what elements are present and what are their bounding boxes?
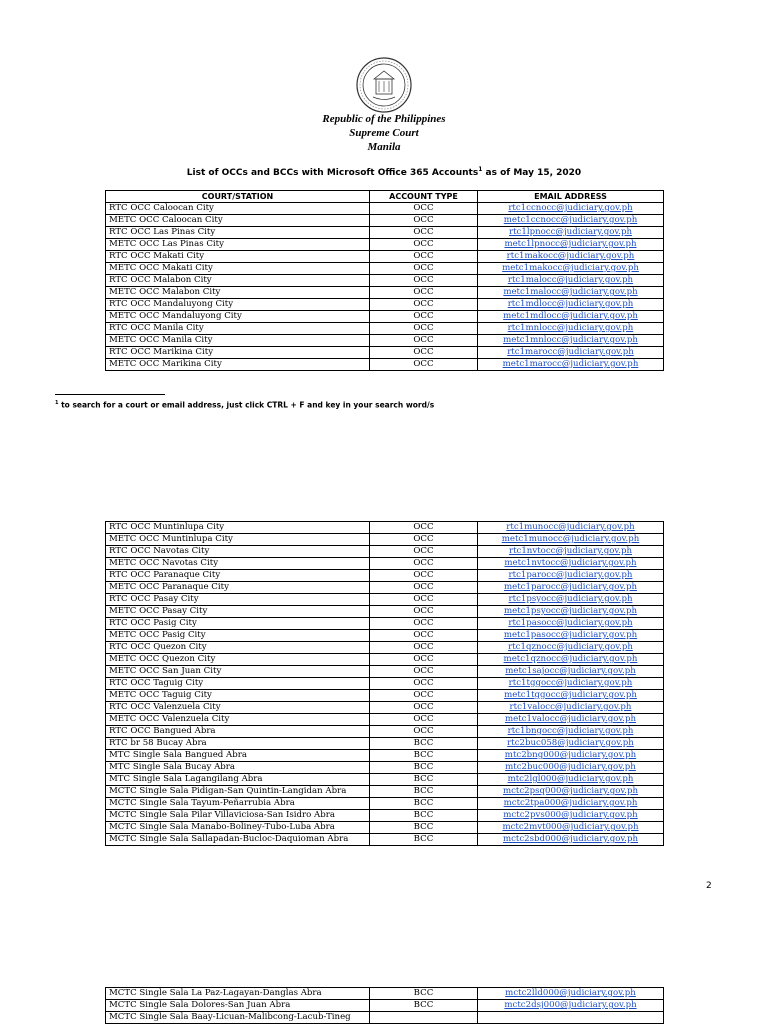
email-address-link[interactable]: metc1sajocc@judiciary.gov.ph [478, 666, 664, 678]
account-type-cell: OCC [370, 263, 478, 275]
email-address-link[interactable]: mctc2dsj000@judiciary.gov.ph [478, 1000, 664, 1012]
court-station-cell: RTC OCC Manila City [106, 323, 370, 335]
court-station-cell: METC OCC Las Pinas City [106, 239, 370, 251]
email-address-link[interactable]: mctc2tpa000@judiciary.gov.ph [478, 798, 664, 810]
email-address-link[interactable]: metc1psyocc@judiciary.gov.ph [478, 606, 664, 618]
col-header-email: EMAIL ADDRESS [478, 191, 664, 203]
court-station-cell: MCTC Single Sala Pidigan-San Quintin-Langidan Abra [106, 786, 370, 798]
footnote: $^1$ to search for a court or email address, just click CTRL + F and key in your search word/s [55, 400, 435, 410]
account-type-cell: OCC [370, 714, 478, 726]
court-station-cell: RTC OCC Marikina City [106, 347, 370, 359]
table-row [106, 594, 664, 606]
court-station-cell: RTC OCC Bangued Abra [106, 726, 370, 738]
accounts-table-1 [105, 190, 664, 371]
table-row [106, 834, 664, 846]
table-row [106, 203, 664, 215]
court-station-cell: RTC OCC Taguig City [106, 678, 370, 690]
table-row [106, 570, 664, 582]
table-row [106, 299, 664, 311]
court-station-cell: MTC Single Sala Lagangilang Abra [106, 774, 370, 786]
account-type-cell: BCC [370, 988, 478, 1000]
table-row [106, 750, 664, 762]
table-row [106, 762, 664, 774]
email-address-link[interactable]: metc1parocc@judiciary.gov.ph [478, 582, 664, 594]
court-station-cell: RTC OCC Paranaque City [106, 570, 370, 582]
email-address-link[interactable]: mctc2lld000@judiciary.gov.ph [478, 988, 664, 1000]
account-type-cell: OCC [370, 311, 478, 323]
court-station-cell: METC OCC Paranaque City [106, 582, 370, 594]
table-row [106, 666, 664, 678]
table-row [106, 988, 664, 1000]
table-row [106, 558, 664, 570]
court-station-cell: RTC OCC Caloocan City [106, 203, 370, 215]
account-type-cell: BCC [370, 822, 478, 834]
table-row [106, 359, 664, 371]
email-address-link[interactable]: mctc2mvt000@judiciary.gov.ph [478, 822, 664, 834]
table-row [106, 227, 664, 239]
email-address-link[interactable]: rtc2buc058@judiciary.gov.ph [478, 738, 664, 750]
account-type-cell: OCC [370, 702, 478, 714]
table-row [106, 618, 664, 630]
page-number: 2 [706, 881, 712, 891]
account-type-cell: OCC [370, 654, 478, 666]
table-row [106, 263, 664, 275]
email-address-link[interactable]: metc1mnlocc@judiciary.gov.ph [478, 335, 664, 347]
email-address-link[interactable]: mctc2psq000@judiciary.gov.ph [478, 786, 664, 798]
account-type-cell: OCC [370, 570, 478, 582]
table-row [106, 630, 664, 642]
email-address-link[interactable]: metc1malocc@judiciary.gov.ph [478, 287, 664, 299]
email-address-link[interactable]: metc1tggocc@judiciary.gov.ph [478, 690, 664, 702]
email-address-link[interactable]: metc1mdlocc@judiciary.gov.ph [478, 311, 664, 323]
table-row [106, 678, 664, 690]
email-address-link[interactable]: rtc1psyocc@judiciary.gov.ph [478, 594, 664, 606]
table-row [106, 347, 664, 359]
court-station-cell: RTC OCC Las Pinas City [106, 227, 370, 239]
email-address-link[interactable]: rtc1lpnocc@judiciary.gov.ph [478, 227, 664, 239]
table-row [106, 546, 664, 558]
account-type-cell: BCC [370, 750, 478, 762]
email-address-link[interactable]: metc1marocc@judiciary.gov.ph [478, 359, 664, 371]
accounts-table-2 [105, 521, 664, 846]
table-row [106, 726, 664, 738]
email-address-link[interactable]: rtc1marocc@judiciary.gov.ph [478, 347, 664, 359]
email-address-link[interactable]: metc1lpnocc@judiciary.gov.ph [478, 239, 664, 251]
account-type-cell: OCC [370, 558, 478, 570]
court-station-cell: MTC Single Sala Bangued Abra [106, 750, 370, 762]
court-station-cell: METC OCC Malabon City [106, 287, 370, 299]
account-type-cell: OCC [370, 299, 478, 311]
account-type-cell: BCC [370, 762, 478, 774]
table-row [106, 275, 664, 287]
court-station-cell: MCTC Single Sala Manabo-Boliney-Tubo-Luba Abra [106, 822, 370, 834]
table-row [106, 774, 664, 786]
court-station-cell: MCTC Single Sala Dolores-San Juan Abra [106, 1000, 370, 1012]
court-station-cell: METC OCC Marikina City [106, 359, 370, 371]
table-row [106, 606, 664, 618]
court-station-cell: RTC OCC Makati City [106, 251, 370, 263]
account-type-cell: OCC [370, 606, 478, 618]
account-type-cell: BCC [370, 834, 478, 846]
email-address-link[interactable]: rtc1makocc@judiciary.gov.ph [478, 251, 664, 263]
account-type-cell: BCC [370, 1000, 478, 1012]
account-type-cell: OCC [370, 690, 478, 702]
table-row [106, 522, 664, 534]
col-header-court: COURT/STATION [106, 191, 370, 203]
court-station-cell: METC OCC Manila City [106, 335, 370, 347]
email-address-link[interactable]: mtc2buc000@judiciary.gov.ph [478, 762, 664, 774]
account-type-cell: OCC [370, 251, 478, 263]
court-station-cell: MCTC Single Sala La Paz-Lagayan-Danglas Abra [106, 988, 370, 1000]
court-station-cell: METC OCC Muntinlupa City [106, 534, 370, 546]
account-type-cell: OCC [370, 642, 478, 654]
email-address-link[interactable]: rtc1pasocc@judiciary.gov.ph [478, 618, 664, 630]
account-type-cell: OCC [370, 359, 478, 371]
account-type-cell: OCC [370, 618, 478, 630]
table-row [106, 1000, 664, 1012]
email-address-link[interactable]: metc1qznocc@judiciary.gov.ph [478, 654, 664, 666]
account-type-cell: OCC [370, 726, 478, 738]
account-type-cell: BCC [370, 810, 478, 822]
table-row [106, 311, 664, 323]
accounts-table-3 [105, 987, 664, 1024]
account-type-cell: OCC [370, 678, 478, 690]
table-row [106, 287, 664, 299]
table-header-row [106, 191, 664, 203]
account-type-cell: BCC [370, 798, 478, 810]
email-address-link[interactable]: rtc1mnlocc@judiciary.gov.ph [478, 323, 664, 335]
header-manila: Manila [367, 141, 401, 153]
account-type-cell: BCC [370, 786, 478, 798]
email-address-link[interactable]: metc1pasocc@judiciary.gov.ph [478, 630, 664, 642]
table-row [106, 690, 664, 702]
court-station-cell: MCTC Single Sala Sallapadan-Bucloc-Daquioman Abra [106, 834, 370, 846]
email-address-link[interactable]: rtc1valocc@judiciary.gov.ph [478, 702, 664, 714]
email-address-link[interactable]: rtc1nvtocc@judiciary.gov.ph [478, 546, 664, 558]
account-type-cell [370, 1012, 478, 1024]
court-station-cell: RTC OCC Pasay City [106, 594, 370, 606]
account-type-cell: OCC [370, 215, 478, 227]
table-row [106, 798, 664, 810]
court-station-cell: MTC Single Sala Bucay Abra [106, 762, 370, 774]
court-station-cell: METC OCC Pasig City [106, 630, 370, 642]
email-address-link[interactable]: rtc1malocc@judiciary.gov.ph [478, 275, 664, 287]
account-type-cell: OCC [370, 239, 478, 251]
court-station-cell: METC OCC San Juan City [106, 666, 370, 678]
table-row [106, 323, 664, 335]
account-type-cell: OCC [370, 335, 478, 347]
email-address-link[interactable]: metc1valocc@judiciary.gov.ph [478, 714, 664, 726]
court-station-cell: RTC OCC Valenzuela City [106, 702, 370, 714]
court-station-cell: METC OCC Makati City [106, 263, 370, 275]
header-republic: Republic of the Philippines [322, 113, 446, 125]
court-station-cell: METC OCC Mandaluyong City [106, 311, 370, 323]
court-station-cell: METC OCC Taguig City [106, 690, 370, 702]
court-station-cell: RTC br 58 Bucay Abra [106, 738, 370, 750]
account-type-cell: OCC [370, 522, 478, 534]
account-type-cell: OCC [370, 630, 478, 642]
court-station-cell: RTC OCC Pasig City [106, 618, 370, 630]
account-type-cell: OCC [370, 666, 478, 678]
account-type-cell: OCC [370, 546, 478, 558]
table-row [106, 239, 664, 251]
account-type-cell: OCC [370, 203, 478, 215]
table-row [106, 654, 664, 666]
email-address-link[interactable]: metc1munocc@judiciary.gov.ph [478, 534, 664, 546]
header-supreme-court: Supreme Court [349, 127, 419, 139]
table-row [106, 810, 664, 822]
court-station-cell: MCTC Single Sala Pilar Villaviciosa-San Isidro Abra [106, 810, 370, 822]
table-row [106, 642, 664, 654]
court-station-cell: METC OCC Valenzuela City [106, 714, 370, 726]
email-address-link[interactable]: mtc2lgl000@judiciary.gov.ph [478, 774, 664, 786]
email-address-link[interactable]: metc1ccnocc@judiciary.gov.ph [478, 215, 664, 227]
table-row [106, 714, 664, 726]
email-address-link[interactable]: rtc1qznocc@judiciary.gov.ph [478, 642, 664, 654]
footnote-divider [55, 394, 165, 395]
account-type-cell: OCC [370, 227, 478, 239]
email-address-link[interactable]: rtc1parocc@judiciary.gov.ph [478, 570, 664, 582]
table-row [106, 702, 664, 714]
court-station-cell: MCTC Single Sala Baay-Licuan-Malibcong-Lacub-Tineg [106, 1012, 370, 1024]
account-type-cell: OCC [370, 582, 478, 594]
court-station-cell: RTC OCC Navotas City [106, 546, 370, 558]
court-station-cell: RTC OCC Malabon City [106, 275, 370, 287]
table-row [106, 215, 664, 227]
account-type-cell: BCC [370, 738, 478, 750]
account-type-cell: OCC [370, 534, 478, 546]
table-row [106, 738, 664, 750]
email-address-link[interactable]: metc1nvtocc@judiciary.gov.ph [478, 558, 664, 570]
email-address-link[interactable]: metc1makocc@judiciary.gov.ph [478, 263, 664, 275]
account-type-cell: OCC [370, 287, 478, 299]
account-type-cell: OCC [370, 347, 478, 359]
court-station-cell: RTC OCC Mandaluyong City [106, 299, 370, 311]
table-row [106, 251, 664, 263]
court-station-cell: METC OCC Caloocan City [106, 215, 370, 227]
court-station-cell: METC OCC Quezon City [106, 654, 370, 666]
account-type-cell: OCC [370, 594, 478, 606]
court-station-cell: RTC OCC Quezon City [106, 642, 370, 654]
court-station-cell: METC OCC Navotas City [106, 558, 370, 570]
email-address-link[interactable]: rtc1ccnocc@judiciary.gov.ph [478, 203, 664, 215]
table-row [106, 582, 664, 594]
table-row [106, 534, 664, 546]
email-address-link[interactable]: rtc1bngocc@judiciary.gov.ph [478, 726, 664, 738]
table-row [106, 786, 664, 798]
email-address-link[interactable]: rtc1munocc@judiciary.gov.ph [478, 522, 664, 534]
court-station-cell: METC OCC Pasay City [106, 606, 370, 618]
document-title: List of OCCs and BCCs with Microsoft Office 365 Accounts$^1$ as of May 15, 2020 [186, 166, 582, 178]
email-address-link[interactable]: mctc2pvs000@judiciary.gov.ph [478, 810, 664, 822]
table-row [106, 1012, 664, 1024]
supreme-court-seal-icon [356, 57, 412, 113]
col-header-type: ACCOUNT TYPE [370, 191, 478, 203]
account-type-cell: OCC [370, 275, 478, 287]
email-address-link[interactable] [478, 1012, 664, 1024]
email-address-link[interactable]: rtc1mdlocc@judiciary.gov.ph [478, 299, 664, 311]
email-address-link[interactable]: mtc2bng000@judiciary.gov.ph [478, 750, 664, 762]
table-row [106, 822, 664, 834]
account-type-cell: BCC [370, 774, 478, 786]
account-type-cell: OCC [370, 323, 478, 335]
court-station-cell: MCTC Single Sala Tayum-Peñarrubia Abra [106, 798, 370, 810]
email-address-link[interactable]: mctc2sbd000@judiciary.gov.ph [478, 834, 664, 846]
email-address-link[interactable]: rtc1tggocc@judiciary.gov.ph [478, 678, 664, 690]
table-row [106, 335, 664, 347]
court-station-cell: RTC OCC Muntinlupa City [106, 522, 370, 534]
